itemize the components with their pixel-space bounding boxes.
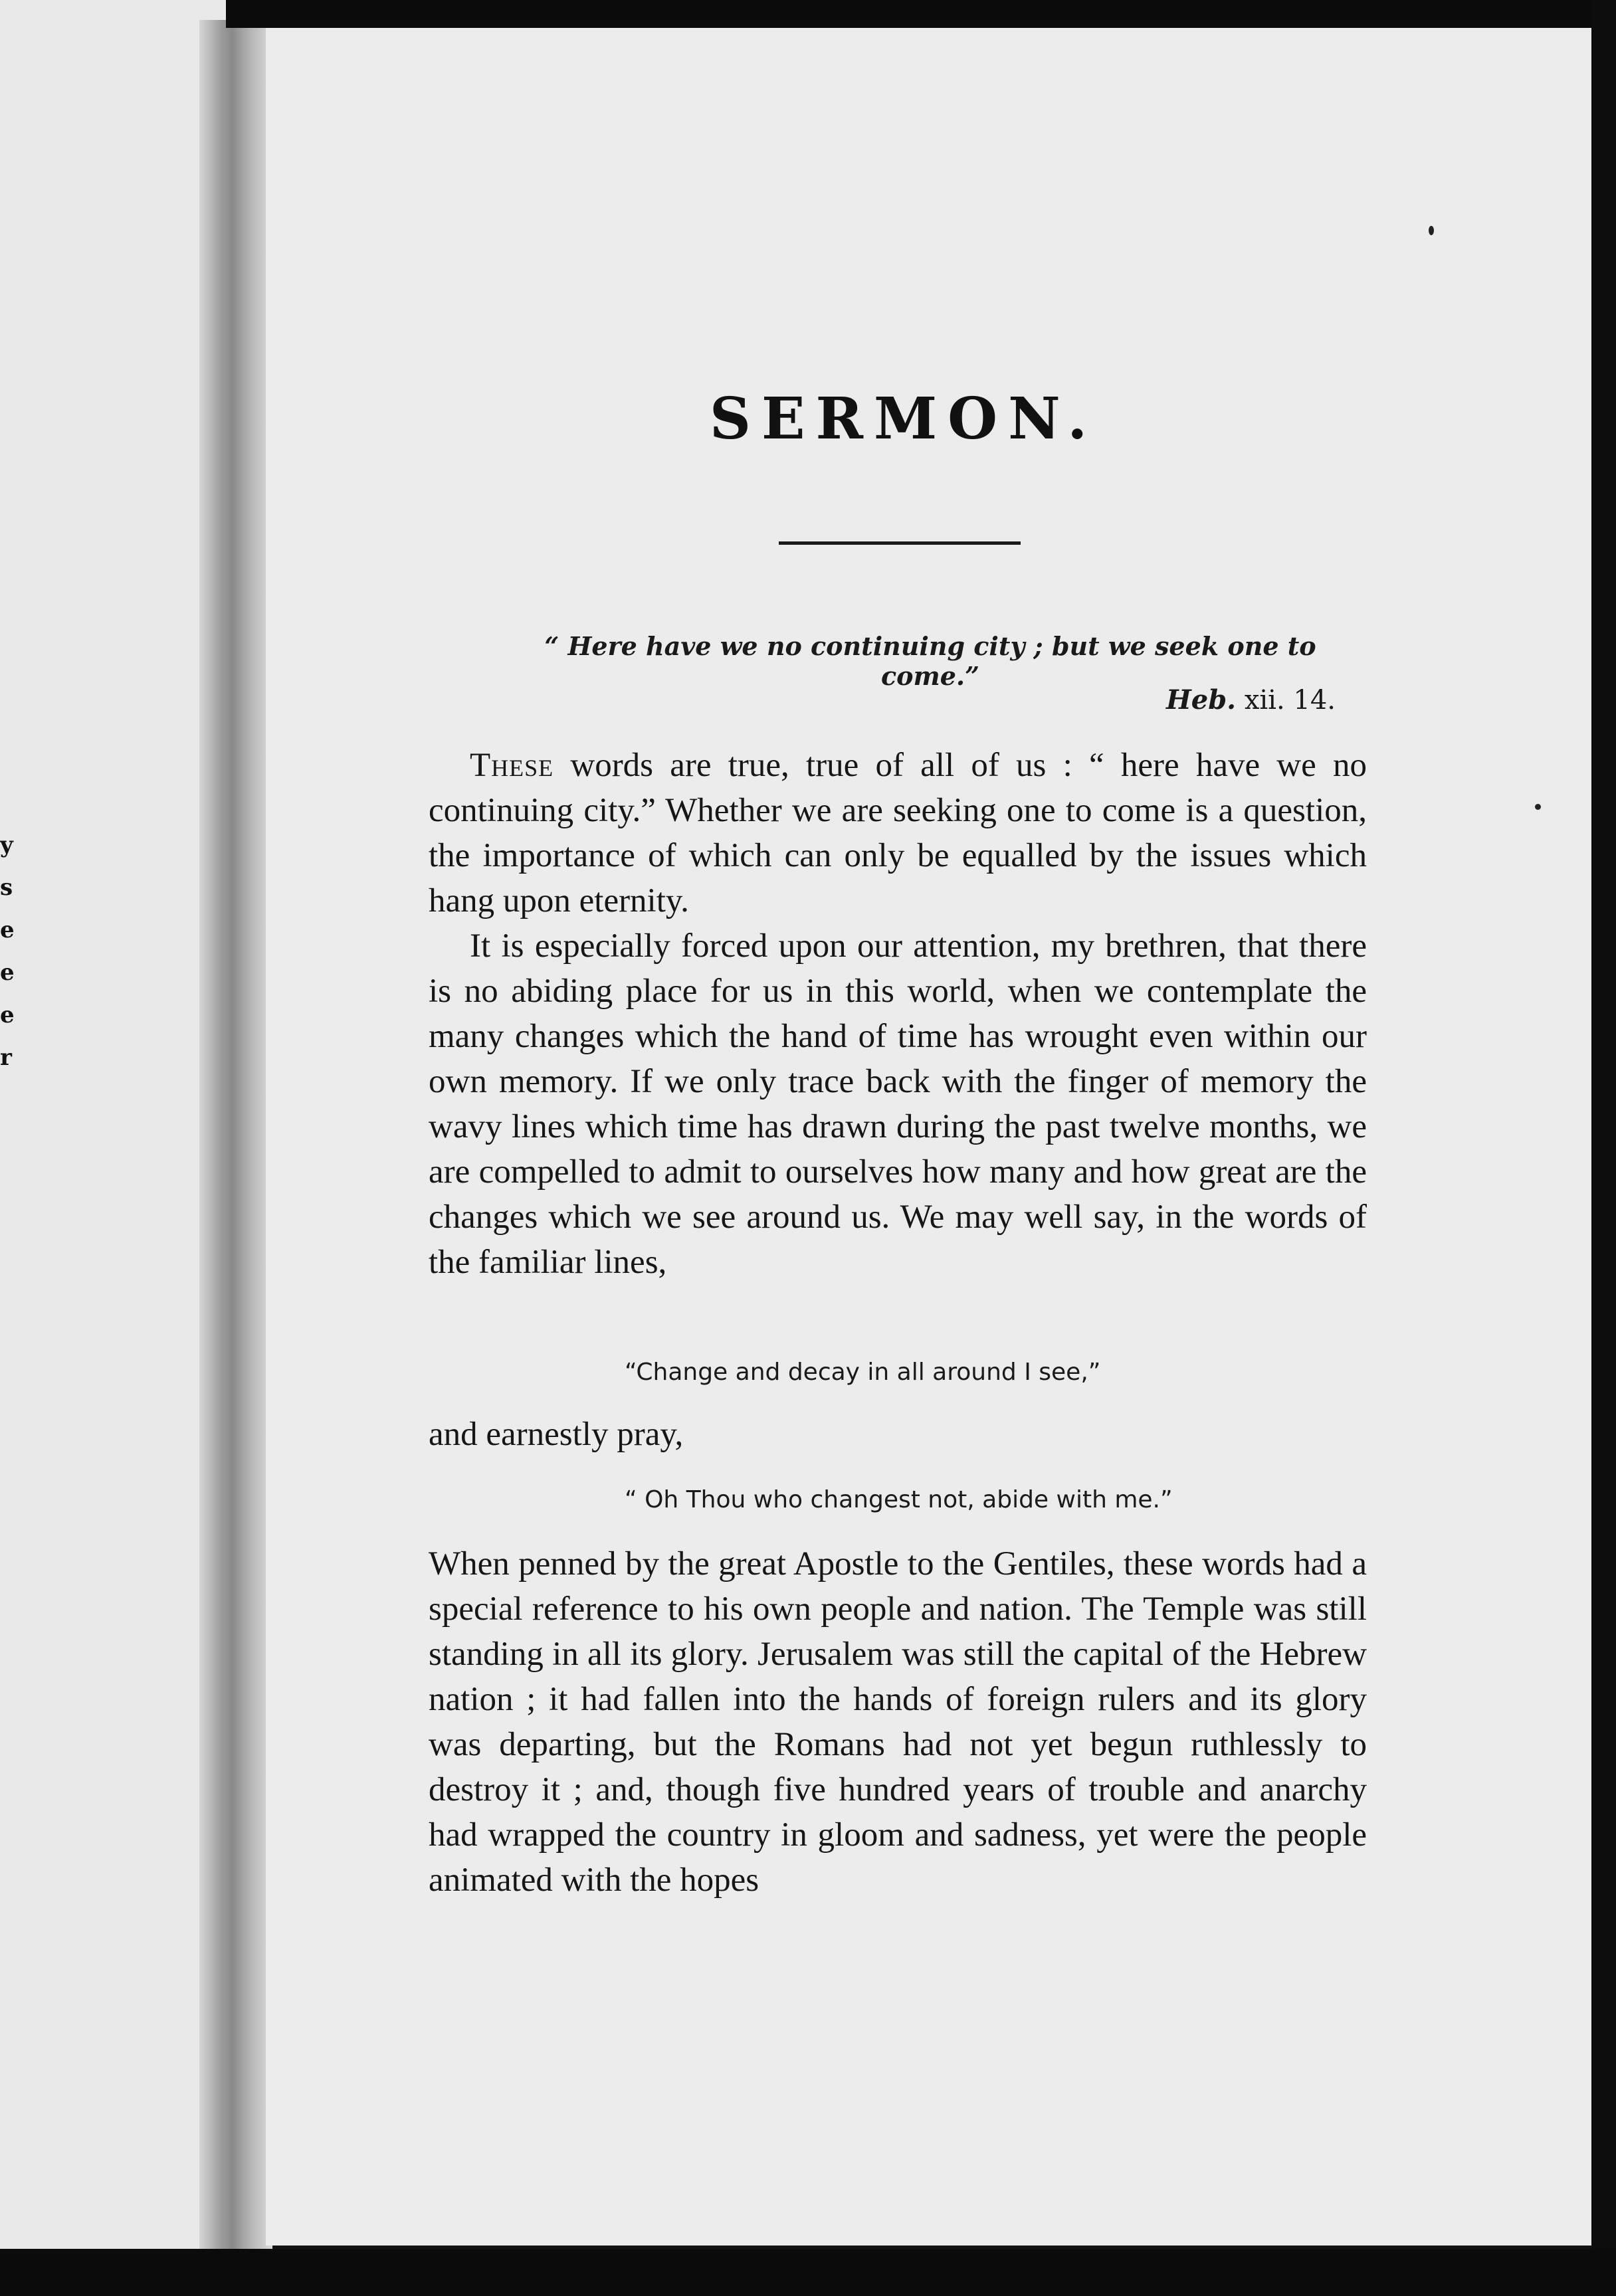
book-gutter — [199, 20, 272, 2252]
left-facing-page — [0, 0, 226, 2252]
page-title: SERMON. — [709, 385, 1098, 452]
scan-speck — [1535, 804, 1541, 810]
edge-letter: y — [0, 832, 13, 858]
paragraph-2: It is especially forced upon our attention, my brethren, that there is no abiding place for us in this world, when we contemplate the many changes which the hand of time has wrought even within our own memory. If we only trace back with the finger of memory the wavy lines which time has drawn during the past twelve months, we are compelled to admit to ourselves how many and how great are the changes which we see around us. We may well say, in the words of the familiar lines, — [429, 927, 1367, 1281]
paragraph-3: When penned by the great Apostle to the Gentiles, these words had a special reference to his own people and nation. The Temple was still standing in all its glory. Jerusalem was still the capital of the Hebrew nation ; it had fallen into the hands of foreign rulers and its glory was departing, but the Romans had not yet begun ruthlessly to destroy it ; and, though five hundred years of trouble and anarchy had wrapped the country in gloom and sadness, yet were the people animated with the hopes — [429, 1545, 1367, 1899]
paragraph-1-lead: These — [470, 747, 554, 784]
scan-top-border — [226, 0, 1616, 28]
edge-letter: e — [0, 1002, 15, 1028]
hymn-quote-1: “Change and decay in all around I see,” — [625, 1359, 1101, 1386]
edge-letter: e — [0, 917, 15, 943]
paragraph-1-text: words are true, true of all of us : “ here have we no continuing city.” Whether we are seeking one to come is a question, the importance of which can only be equalled by the issues which hang upon eternity. — [429, 747, 1367, 919]
scan-right-border — [1591, 0, 1616, 2296]
scan-bottom-border — [0, 2249, 1616, 2296]
edge-letter: s — [0, 874, 13, 901]
paragraph-1 — [429, 743, 1367, 923]
prayer-line: and earnestly pray, — [429, 1416, 684, 1453]
epigraph-citation — [1096, 684, 1336, 716]
title-rule — [779, 541, 1021, 545]
scan-speck — [1429, 226, 1434, 235]
citation-book: Heb. — [1165, 684, 1237, 716]
hymn-quote-2: “ Oh Thou who changest not, abide with me.” — [625, 1486, 1173, 1513]
edge-letter: e — [0, 959, 15, 986]
citation-verse: xii. 14. — [1244, 685, 1336, 716]
epigraph-quote: “ Here have we no continuing city ; but we seek one to come.” — [544, 631, 1316, 691]
edge-letter: r — [0, 1044, 12, 1071]
left-page-edge-text — [0, 824, 20, 1079]
